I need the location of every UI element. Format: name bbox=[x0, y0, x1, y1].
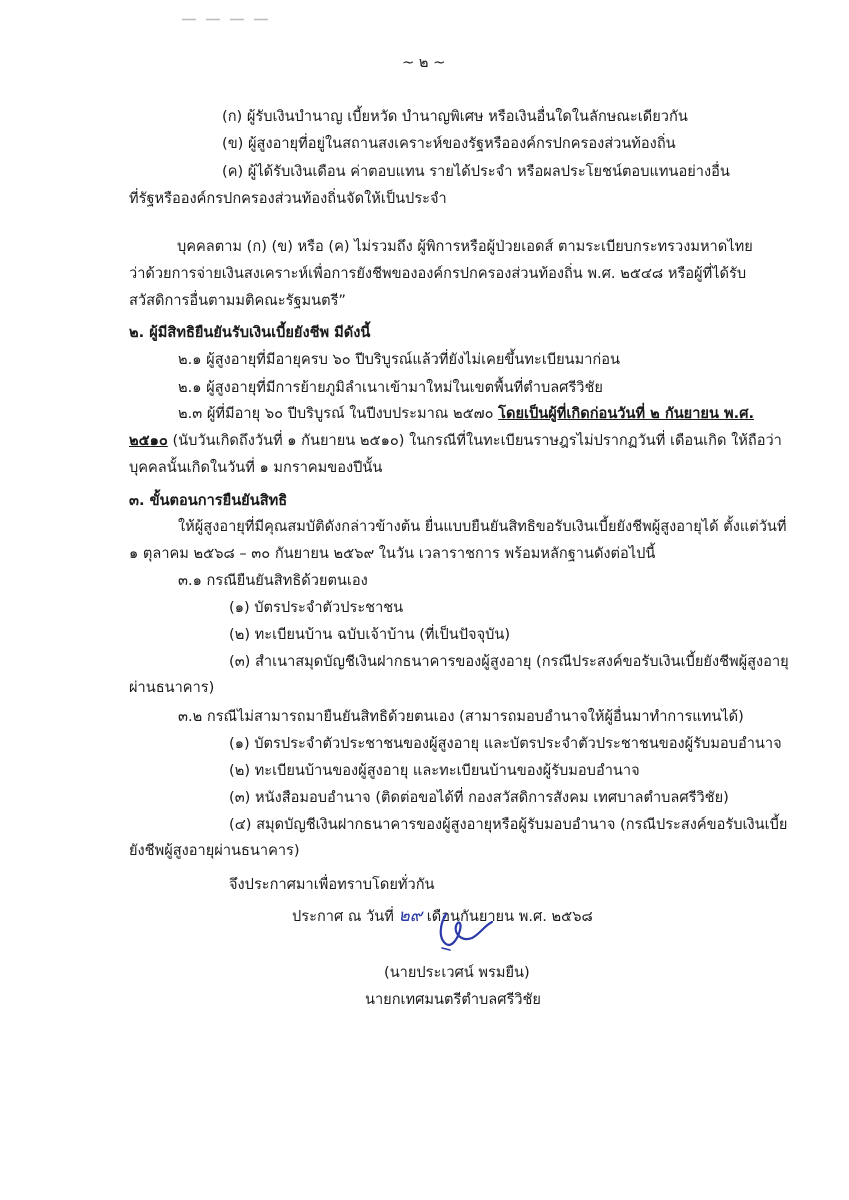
case-1-title: ๓.๑ กรณียืนยันสิทธิด้วยตนเอง bbox=[178, 572, 368, 589]
case-1-item-3-cont: ผ่านธนาคาร) bbox=[129, 679, 215, 696]
announce-day: ๒๙ bbox=[398, 906, 423, 926]
section-3-intro-2: ๑ ตุลาคม ๒๕๖๘ – ๓๐ กันยายน ๒๕๖๙ ในวัน เวลาราชการ พร้อมหลักฐานดังต่อไปนี้ bbox=[129, 545, 656, 562]
signer-name: (นายประเวศน์ พรมยืน) bbox=[384, 964, 530, 981]
case-1-item-1: (๑) บัตรประจำตัวประชาชน bbox=[229, 599, 404, 616]
section-2-item-3-text: ๒.๓ ผู้ที่มีอายุ ๖๐ ปีบริบูรณ์ ในปีงบประมาณ ๒๕๗๐ bbox=[178, 405, 499, 422]
case-2-item-3: (๓) หนังสือมอบอำนาจ (ติดต่อขอได้ที่ กองสวัสดิการสังคม เทศบาลตำบลศรีวิชัย) bbox=[229, 789, 729, 806]
section-3-heading: ๓. ขั้นตอนการยืนยันสิทธิ bbox=[129, 492, 288, 509]
case-2-item-4: (๔) สมุดบัญชีเงินฝากธนาคารของผู้สูงอายุหรือผู้รับมอบอำนาจ (กรณีประสงค์ขอรับเงินเบี้ย bbox=[229, 816, 788, 833]
case-2-item-4-cont: ยังชีพผู้สูงอายุผ่านธนาคาร) bbox=[129, 842, 300, 859]
exclusion-c-cont: ที่รัฐหรือองค์กรปกครองส่วนท้องถิ่นจัดให้เป็นประจำ bbox=[129, 190, 447, 207]
exclusion-note-1: บุคคลตาม (ก) (ข) หรือ (ค) ไม่รวมถึง ผู้พิการหรือผู้ป่วยเอดส์ ตามระเบียบกระทรวงมหาดไทย bbox=[177, 238, 753, 255]
section-2-item-3-year: ๒๕๑๐ bbox=[129, 432, 168, 449]
signature bbox=[432, 908, 502, 952]
page-number: ~ ๒ ~ bbox=[402, 54, 446, 71]
case-1-item-2: (๒) ทะเบียนบ้าน ฉบับเจ้าบ้าน (ที่เป็นปัจจุบัน) bbox=[229, 626, 511, 643]
section-2-heading: ๒. ผู้มีสิทธิยืนยันรับเงินเบี้ยยังชีพ มีดังนี้ bbox=[129, 324, 371, 341]
announce-suffix: เดือนกันยายน พ.ศ. ๒๕๖๘ bbox=[422, 908, 593, 925]
exclusion-b: (ข) ผู้สูงอายุที่อยู่ในสถานสงเคราะห์ของรัฐหรือองค์กรปกครองส่วนท้องถิ่น bbox=[222, 135, 676, 152]
exclusion-note-3: สวัสดิการอื่นตามมติคณะรัฐมนตรี” bbox=[129, 292, 346, 309]
case-2-item-1: (๑) บัตรประจำตัวประชาชนของผู้สูงอายุ และบัตรประจำตัวประชาชนของผู้รับมอบอำนาจ bbox=[229, 735, 782, 752]
announce-prefix: ประกาศ ณ วันที่ bbox=[292, 908, 399, 925]
exclusion-c: (ค) ผู้ได้รับเงินเดือน ค่าตอบแทน รายได้ประจำ หรือผลประโยชน์ตอบแทนอย่างอื่น bbox=[222, 163, 730, 180]
exclusion-note-2: ว่าด้วยการจ่ายเงินสงเคราะห์เพื่อการยังชีพขององค์กรปกครองส่วนท้องถิ่น พ.ศ. ๒๕๔๘ หรือผู้ที่ได้รับ bbox=[129, 265, 747, 282]
case-2-item-2: (๒) ทะเบียนบ้านของผู้สูงอายุ และทะเบียนบ้านของผู้รับมอบอำนาจ bbox=[229, 762, 640, 779]
case-2-title: ๓.๒ กรณีไม่สามารถมายืนยันสิทธิด้วยตนเอง (สามารถมอบอำนาจให้ผู้อื่นมาทำการแทนได้) bbox=[178, 708, 744, 725]
section-2-item-2: ๒.๑ ผู้สูงอายุที่มีการย้ายภูมิลำเนาเข้ามาใหม่ในเขตพื้นที่ตำบลศรีวิชัย bbox=[178, 379, 603, 396]
section-2-item-3 bbox=[178, 404, 754, 424]
section-2-item-3-line-3: บุคคลนั้นเกิดในวันที่ ๑ มกราคมของปีนั้น bbox=[129, 459, 383, 476]
signer-title: นายกเทศมนตรีตำบลศรีวิชัย bbox=[365, 991, 541, 1008]
case-1-item-3: (๓) สำเนาสมุดบัญชีเงินฝากธนาคารของผู้สูงอายุ (กรณีประสงค์ขอรับเงินเบี้ยยังชีพผู้สูงอายุ bbox=[229, 653, 789, 670]
exclusion-a: (ก) ผู้รับเงินบำนาญ เบี้ยหวัด บำนาญพิเศษ หรือเงินอื่นใดในลักษณะเดียวกัน bbox=[222, 108, 688, 125]
section-2-item-3-emphasis: โดยเป็นผู้ที่เกิดก่อนวันที่ ๒ กันยายน พ.ศ. bbox=[498, 405, 755, 422]
scan-mark bbox=[182, 18, 272, 21]
closing: จึงประกาศมาเพื่อทราบโดยทั่วกัน bbox=[229, 876, 435, 893]
section-2-item-3-line-2 bbox=[129, 431, 782, 451]
section-2-item-3-cont: (นับวันเกิดถึงวันที่ ๑ กันยายน ๒๕๑๐) ในกรณีที่ในทะเบียนราษฎรไม่ปรากฏวันที่ เดือนเกิด ให้ถือว่า bbox=[167, 432, 782, 449]
section-2-item-1: ๒.๑ ผู้สูงอายุที่มีอายุครบ ๖๐ ปีบริบูรณ์แล้วที่ยังไม่เคยขึ้นทะเบียนมาก่อน bbox=[178, 351, 621, 368]
section-3-intro-1: ให้ผู้สูงอายุที่มีคุณสมบัติดังกล่าวข้างต้น ยื่นแบบยืนยันสิทธิขอรับเงินเบี้ยยังชีพผู้สูงอายุได้ ตั้งแต่วันที่ bbox=[178, 518, 787, 535]
